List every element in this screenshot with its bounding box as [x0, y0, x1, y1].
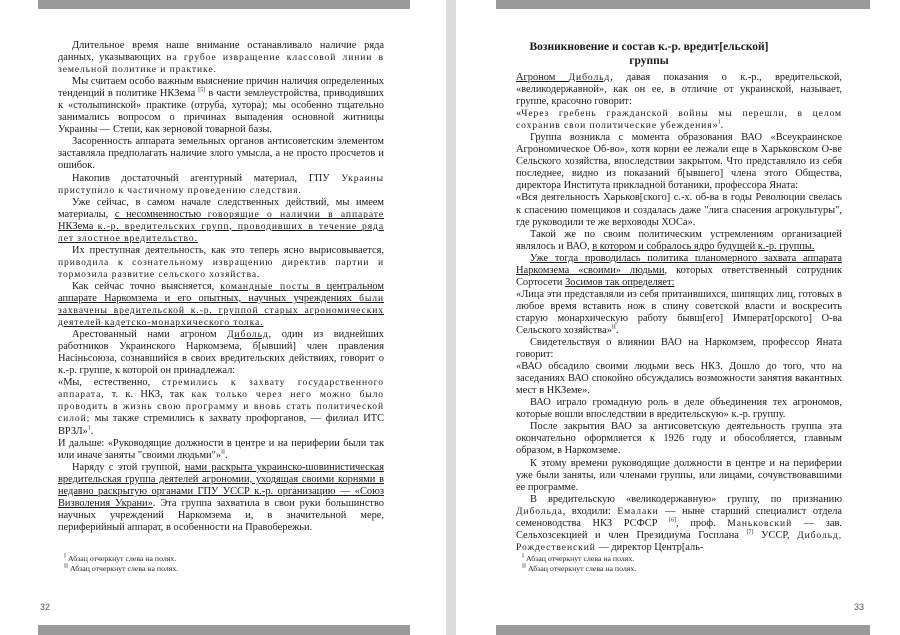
paragraph: ВАО играло громадную роль в деле объединения тех агрономов, которые вошли впоследствии в вредительскую» к.-р. группу. — [516, 397, 842, 421]
footnote: $^{II}$ Абзац отчеркнут слева на полях. — [522, 563, 637, 573]
footnote: $^I$ Абзац отчеркнут слева на полях. — [64, 553, 177, 563]
paragraph: Арестованный нами агроном Дибольд, один из виднейших работников Украинского Наркомзема, б[ывший] член правления Насіньсоюза, сознавшийся в своих вредительских действиях, говорит о к.-р. группе, к которой он принадлежал: — [58, 329, 385, 377]
paragraph: Накопив достаточный агентурный материал, ГПУ Украины приступило к частичному проведению следствия. — [58, 172, 384, 196]
footnotes — [522, 554, 842, 574]
footnote: $^{II}$ Абзац отчеркнут слева на полях. — [64, 563, 179, 573]
footnotes — [64, 554, 384, 574]
quote: «Вся деятельность Харьков[ского] с.-х. об-ва в годы Революции свелась к спасению помещиков и создалась даже "лига спасения агрокультуры", где руководили те же верховоды ХОСа». — [516, 192, 842, 228]
quote: «Мы, естественно, стремились к захвату государственного аппарата, т. к. НКЗ, так как только через него можно было проводить в жизнь свою программу и вновь стать политической силой; мы также стремились к захвату профорганов, — филиал ИТС ВРЗЛ»$^1$. — [58, 377, 384, 437]
left-page — [0, 0, 446, 635]
section-heading: Возникновение и состав к.-р. вредит[ельской] группы — [529, 41, 769, 67]
paragraph: Свидетельствуя о влиянии ВАО на Наркомзем, профессор Яната говорит: — [516, 337, 842, 361]
paragraph: Мы считаем особо важным выяснение причин наличия определенных тенденций в политике НКЗема [5] в части землеустройства, приводивших к «столыпинской» практике (отруба, хутора); мы особенно тщательно занимались вопросом о причинах выпадения основной житницы Украины — Степи, как зерновой товарной базы. — [58, 76, 384, 136]
paragraph: Уже тогда проводилась политика планомерного захвата аппарата Наркомзема «своими» людьми, которых ответственный сотрудник Сортосети Зосимов так определяет: — [516, 252, 842, 288]
bottom-bar — [496, 625, 870, 635]
right-page — [456, 0, 900, 635]
paragraph: Группа возникла с момента образования ВАО «Всеукраинское Агрономическое Об-во», хотя корни ее лежали еще в Харьковском О-ве Сельского хозяйства, впоследствии закрытом. Что представляло из себя последнее, видно из показаний б[ывшего] члена этого Общества, директора Института прикладной ботаники, профессора Яната: — [516, 132, 842, 192]
paragraph: В вредительскую «великодержавную» группу, по признанию Дибольда, входили: Емалаки — ныне старший специалист отдела семеноводства НКЗ РСФСР [6], проф. Маньковский — зав. Сельхозсекцией и член Президиума Госплана [7] УССР, Дибольд, Рождественский — директор Центр[аль- — [516, 493, 843, 553]
page-number: 33 — [854, 602, 865, 612]
paragraph: Засоренность аппарата земельных органов антисоветским элементом заставляла предполагать наличие злого умысла, а не просто просчетов и ошибок. — [58, 136, 384, 172]
paragraph: К этому времени руководящие должности в центре и на периферии уже были заняты, или членами группы, или лицами, сочувствовавшими ее программе. — [516, 457, 842, 493]
paragraph: Как сейчас точно выясняется, командные посты в центральном аппарате Наркомзема и его опытных, научных учреждениях были захвачены вредительской к.-р. группой старых агрономических деятелей кадетско-монархического толка. — [58, 280, 384, 329]
quote: «Через гребень гражданской войны мы перешли, в целом сохранив свои политические убеждения»$^1$. — [516, 108, 842, 132]
paragraph: Уже сейчас, в самом начале следственных действий, мы имеем материалы, с несомненностью говорящие о наличии в аппарате НКЗема к.-р. вредительских групп, проводивших в течение ряда лет злостное вредительство. — [58, 196, 385, 244]
paragraph: Их преступная деятельность, как это теперь ясно вырисовывается, приводила к сознательному извращению директив партии и тормозила развитие сельского хозяйства. — [58, 244, 384, 280]
right-page-body — [516, 40, 842, 554]
quote: И дальше: «Руководящие должности в центре и на периферии были так или иначе заняты "своими людьми"»$^{II}$. — [58, 437, 384, 461]
paragraph: Наряду с этой группой, нами раскрыта украинско-шовинистическая вредительская группа деятелей агрономии, уходящая своими корнями в недавно раскрытую органами ГПУ УССР к.-р. организацию — «Союз Визволения Украни». Эта группа захватила в свои руки большинство научных учреждений Наркомзема и, в значительной мере, периферийный аппарат, в особенности на Правобережьи. — [58, 461, 385, 533]
paragraph: Такой же по своим политическим устремлениям организацией являлось и ВАО, в котором и собралось ядро будущей к.-р. группы. — [516, 228, 842, 252]
paragraph: Длительное время наше внимание останавливало наличие ряда данных, указывающих на грубое извращение классовой линии в земельной политике и практике. — [58, 40, 384, 76]
page-number: 32 — [40, 602, 51, 612]
paragraph: Агроном Дибольд, давая показания о к.-р., вредительской, «великодержавной», как он ее, в отличие от украинской, называет, группе, красочно говорит: — [516, 72, 842, 108]
quote: «Лица эти представляли из себя притаившихся, шипящих лиц, готовых в любое время вставить нож в спину советской власти и воскресить старую монархическую работу бывш[его] Императ[орского] О-ва Сельского хозяйства»$^{II}$. — [516, 288, 842, 336]
quote: «ВАО обсадило своими людьми весь НКЗ. Дошло до того, что на заседаниях ВАО спокойно обсуждались возможности занятия вакантных мест в НКЗеме». — [516, 361, 842, 397]
top-bar — [496, 0, 870, 9]
left-page-body — [58, 40, 384, 534]
paragraph: После закрытия ВАО за антисоветскую деятельность группа эта окончательно оформляется к 1926 году и обособляется, главным образом, в Наркомземе. — [516, 421, 842, 457]
bottom-bar — [38, 625, 410, 635]
footnote: $^I$ Абзац отчеркнут слева на полях. — [522, 553, 635, 563]
top-bar — [38, 0, 410, 9]
